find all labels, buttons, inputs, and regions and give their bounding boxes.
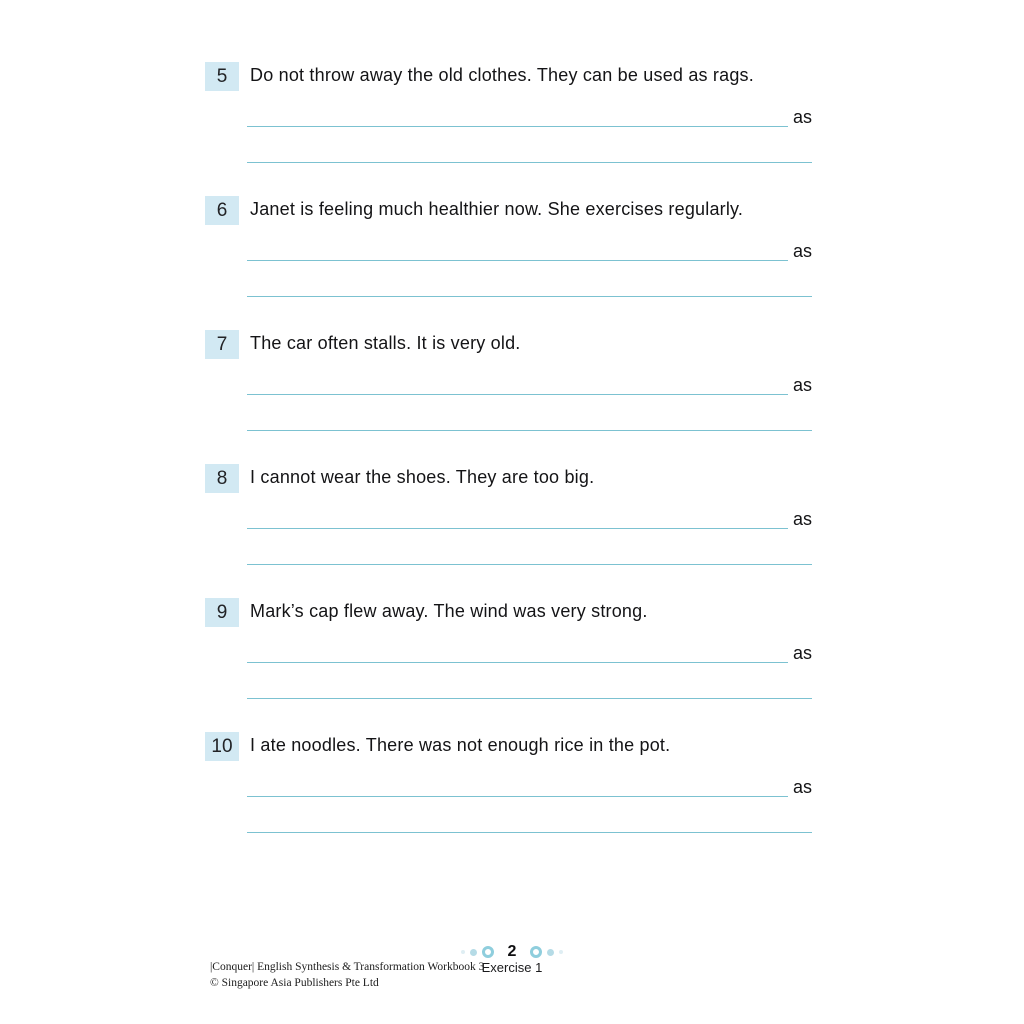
deco-ring-left-icon — [482, 946, 494, 958]
question-number-badge: 8 — [205, 464, 239, 493]
answer-suffix: as — [792, 107, 812, 127]
question-row — [205, 732, 812, 762]
answer-area — [247, 261, 812, 297]
answer-area — [247, 226, 812, 261]
question-text: I ate noodles. There was not enough rice in the pot. — [250, 735, 671, 755]
page-number: 2 — [507, 943, 517, 960]
question-text: Mark’s cap flew away. The wind was very strong. — [250, 601, 648, 621]
deco-dot-tiny-left-icon — [461, 950, 465, 954]
answer-area — [247, 663, 812, 699]
answer-blank-line-2[interactable] — [247, 796, 812, 833]
question-row — [205, 196, 812, 226]
answer-area — [247, 529, 812, 565]
question-item-5 — [205, 62, 812, 196]
answer-area — [247, 628, 812, 663]
answer-area — [247, 494, 812, 529]
answer-area — [247, 360, 812, 395]
question-number-badge: 5 — [205, 62, 239, 91]
answer-blank-line-1[interactable] — [247, 627, 788, 663]
page-number-decoration — [0, 944, 1024, 960]
answer-blank-line-2[interactable] — [247, 394, 812, 431]
question-item-8 — [205, 464, 812, 598]
question-text: Janet is feeling much healthier now. She exercises regularly. — [250, 199, 744, 219]
answer-blank-line-1[interactable] — [247, 761, 788, 797]
question-number-badge: 7 — [205, 330, 239, 359]
answer-blank-line-1[interactable] — [247, 91, 788, 127]
answer-blank-line-2[interactable] — [247, 662, 812, 699]
answer-suffix: as — [792, 643, 812, 663]
answer-blank-line-1[interactable] — [247, 225, 788, 261]
question-number-badge: 10 — [205, 732, 239, 761]
publisher-footer — [210, 960, 484, 991]
answer-suffix: as — [792, 777, 812, 797]
answer-area — [247, 797, 812, 833]
answer-blank-line-2[interactable] — [247, 126, 812, 163]
question-row — [205, 330, 812, 360]
exercise-label: Exercise 1 — [481, 960, 543, 975]
answer-suffix: as — [792, 241, 812, 261]
exercise-content — [205, 62, 812, 866]
deco-ring-right-icon — [530, 946, 542, 958]
answer-blank-line-1[interactable] — [247, 359, 788, 395]
question-text: Do not throw away the old clothes. They can be used as rags. — [250, 65, 754, 85]
question-item-9 — [205, 598, 812, 732]
deco-dot-small-right-icon — [547, 949, 554, 956]
copyright-line: © Singapore Asia Publishers Pte Ltd — [210, 976, 379, 989]
question-item-6 — [205, 196, 812, 330]
question-number-badge: 6 — [205, 196, 239, 225]
deco-dot-small-left-icon — [470, 949, 477, 956]
answer-blank-line-1[interactable] — [247, 493, 788, 529]
deco-dot-tiny-right-icon — [559, 950, 563, 954]
question-item-7 — [205, 330, 812, 464]
answer-blank-line-2[interactable] — [247, 260, 812, 297]
answer-suffix: as — [792, 375, 812, 395]
answer-area — [247, 92, 812, 127]
question-row — [205, 464, 812, 494]
book-title: |Conquer| English Synthesis & Transformation Workbook 3 — [210, 961, 485, 973]
question-item-10 — [205, 732, 812, 866]
question-row — [205, 62, 812, 92]
question-text: I cannot wear the shoes. They are too big. — [250, 467, 595, 487]
answer-area — [247, 127, 812, 163]
question-row — [205, 598, 812, 628]
answer-suffix: as — [792, 509, 812, 529]
question-number-badge: 9 — [205, 598, 239, 627]
answer-area — [247, 395, 812, 431]
answer-area — [247, 762, 812, 797]
answer-blank-line-2[interactable] — [247, 528, 812, 565]
question-text: The car often stalls. It is very old. — [250, 333, 521, 353]
